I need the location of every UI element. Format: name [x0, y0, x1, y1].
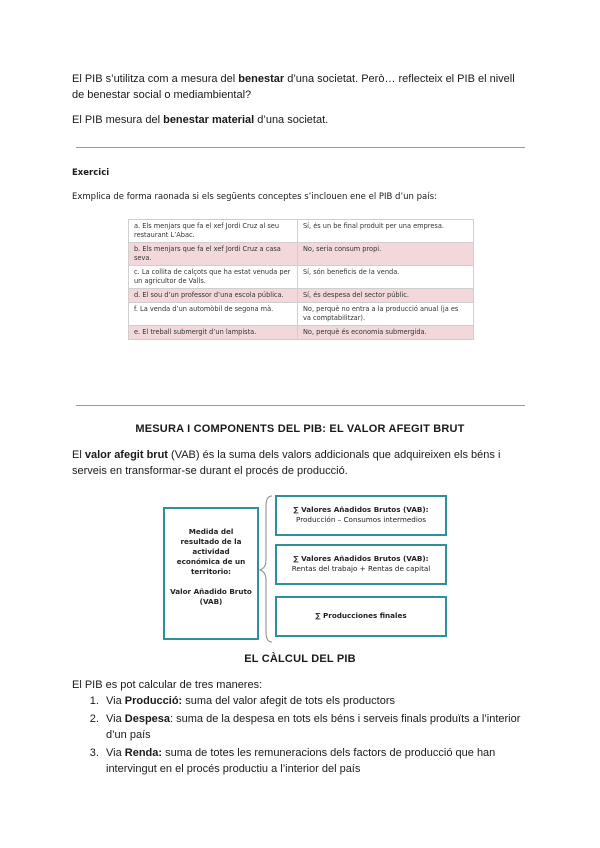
table-row [129, 289, 474, 303]
intro-text: El PIB mesura del [72, 114, 164, 126]
table-row [129, 220, 474, 243]
item-prefix: Via [106, 713, 125, 725]
table-row [129, 243, 474, 266]
concept-cell: b. Els menjars que fa el xef Jordi Cruz a casa seva. [129, 243, 298, 266]
section-heading-vab: MESURA I COMPONENTS DEL PIB: EL VALOR AFEGIT BRUT [135, 423, 465, 435]
calc-method-list [72, 693, 528, 779]
exercise-title: Exercici [72, 168, 110, 178]
item-bold: Producció: [124, 695, 183, 707]
concept-cell: e. El treball submergit d’un lampista. [129, 326, 298, 340]
item-prefix: Via [106, 695, 125, 707]
calc-intro: El PIB es pot calcular de tres maneres: [72, 679, 263, 691]
intro-text: d’una societat. Però… reflecteix el PIB el nivell de benestar social o mediambiental? [72, 73, 515, 101]
exercise-instruction: Exmplica de forma raonada si els següents conceptes s’inclouen ene el PIB d’un país: [72, 192, 437, 202]
exercise-table [128, 219, 474, 340]
diagram-left-sub: Valor Añadido Bruto (VAB) [170, 587, 252, 606]
answer-cell: Sí, és un be final produit per una empresa. [298, 220, 474, 243]
intro-text: El PIB s’utilitza com a mesura del [72, 73, 239, 85]
item-text: : suma de la despesa en tots els béns i serveis finals produïts a l’interior d’un país [106, 713, 521, 741]
list-item [102, 693, 528, 709]
item-text: suma del valor afegit de tots els productors [182, 695, 395, 707]
brace-icon [258, 494, 274, 644]
item-prefix: Via [106, 747, 125, 759]
answer-cell: No, perquè no entra a la producció anual (ja es va comptabilitzar). [298, 303, 474, 326]
diagram-box-text: Rentas del trabajo + Rentas de capital [291, 564, 431, 573]
vab-bold: valor afegit brut [84, 449, 168, 461]
list-item [102, 745, 528, 777]
answer-cell: Sí, és despesa del sector públic. [298, 289, 474, 303]
intro-paragraph-2 [72, 112, 528, 128]
concept-cell: f. La venda d’un automòbil de segona mà. [129, 303, 298, 326]
diagram-box-text: Producción – Consumos intermedios [296, 515, 426, 524]
vab-text: (VAB) és la suma dels valors addicionals que adquireixen els béns i serveis en transformar-se durant el procés de producció. [72, 449, 501, 477]
diagram-box-final [275, 596, 447, 637]
diagram-left-title: Medida del resultado de la actividad económica de un territorio: [176, 527, 246, 576]
item-text: suma de totes les remuneracions dels factors de producció que han intervingut en el procés productiu a l’interior del país [106, 747, 496, 775]
divider [76, 405, 525, 406]
vab-paragraph [72, 447, 528, 479]
intro-bold: benestar material [163, 114, 255, 126]
concept-cell: a. Els menjars que fa el xef Jordi Cruz al seu restaurant L’Abac. [129, 220, 298, 243]
diagram-box-production [275, 495, 447, 536]
diagram-box-title: ∑ Valores Añadidos Brutos (VAB): [293, 505, 429, 514]
diagram-box-title: ∑ Valores Añadidos Brutos (VAB): [293, 554, 429, 563]
concept-cell: d. El sou d’un professor d’una escola pública. [129, 289, 298, 303]
concept-cell: c. La collita de calçots que ha estat venuda per un agricultor de Valls. [129, 266, 298, 289]
table-row [129, 266, 474, 289]
intro-paragraph-1 [72, 71, 528, 103]
table-row [129, 303, 474, 326]
item-bold: Renda: [124, 747, 163, 759]
list-item [102, 711, 528, 743]
item-bold: Despesa [124, 713, 171, 725]
diagram-box-income [275, 544, 447, 585]
diagram-box-title: ∑ Producciones finales [315, 611, 407, 620]
section-heading-calc: EL CÀLCUL DEL PIB [244, 653, 356, 665]
vab-text: El [72, 449, 85, 461]
answer-cell: No, seria consum propi. [298, 243, 474, 266]
intro-bold: benestar [238, 73, 285, 85]
answer-cell: No, perquè és economia submergida. [298, 326, 474, 340]
divider [76, 147, 525, 148]
answer-cell: Sí, són beneficis de la venda. [298, 266, 474, 289]
diagram-left-box [163, 507, 259, 640]
intro-text: d’una societat. [254, 114, 329, 126]
table-row [129, 326, 474, 340]
